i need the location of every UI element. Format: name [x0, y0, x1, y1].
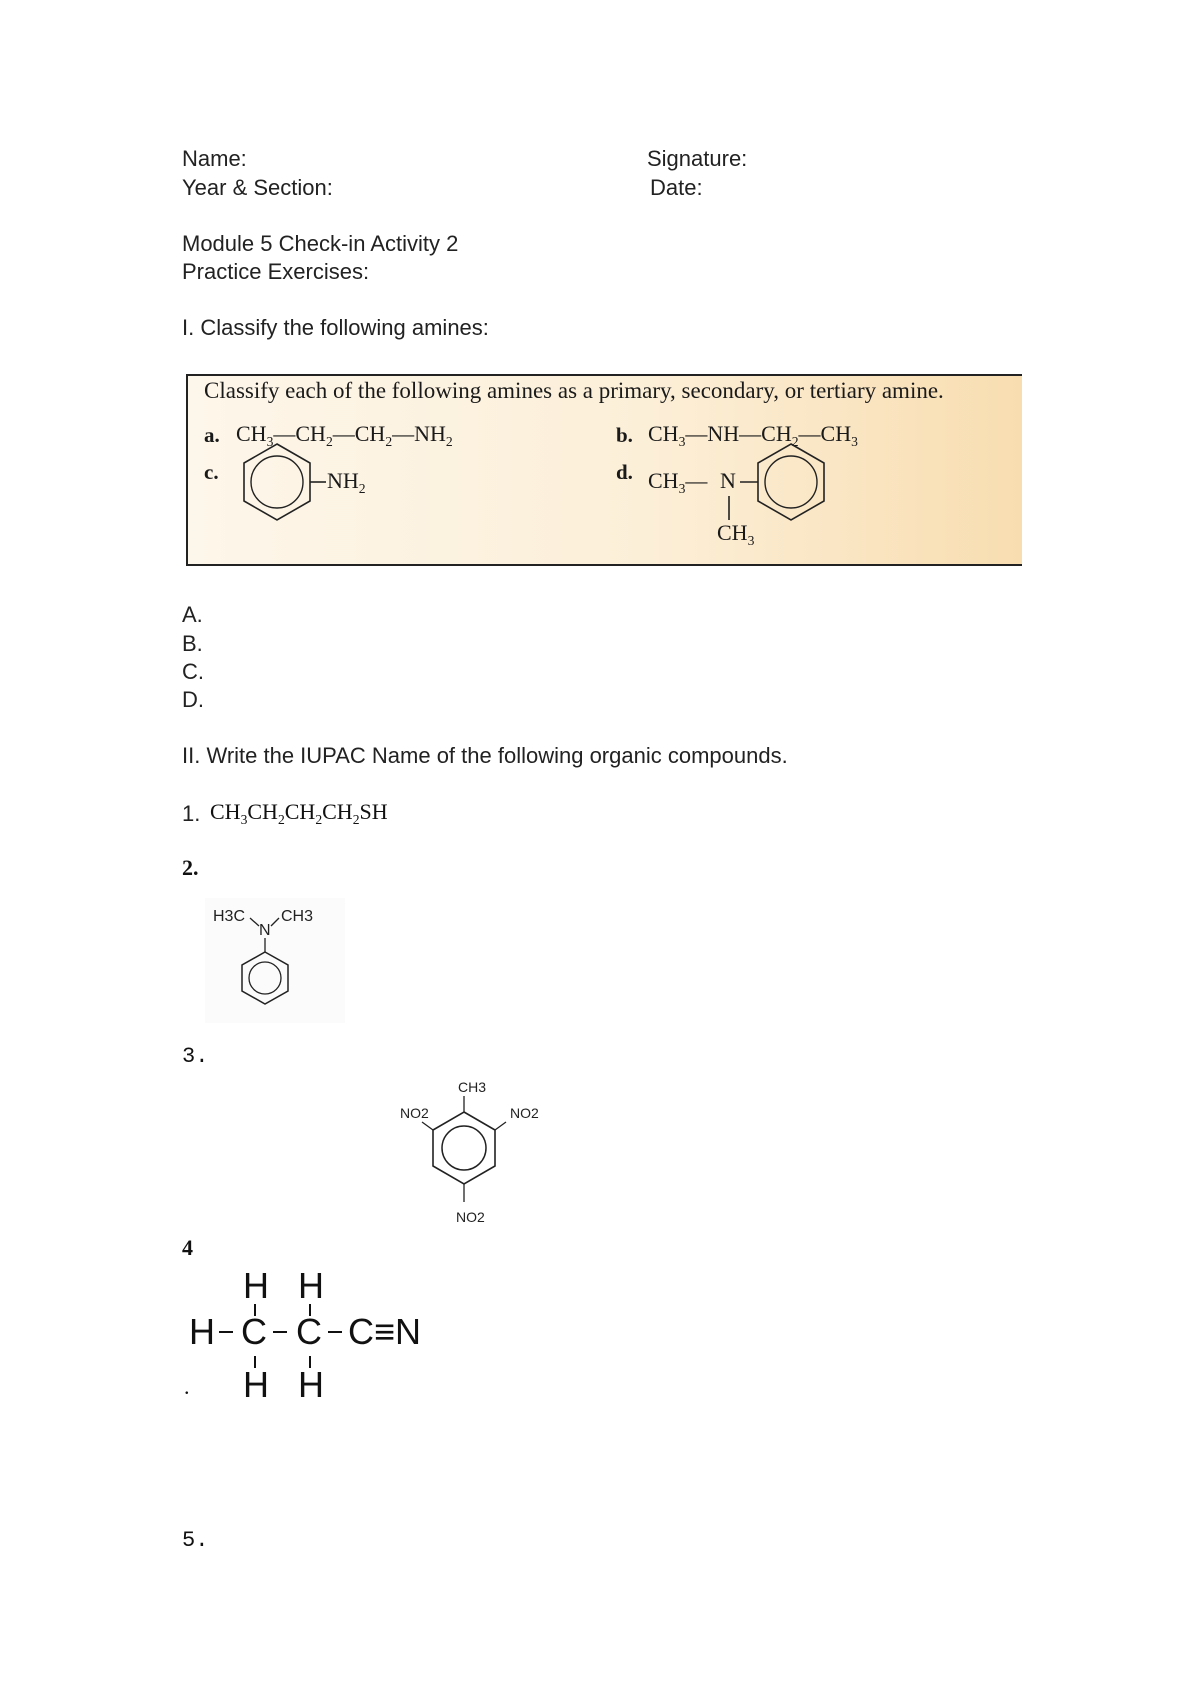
- practice-title: Practice Exercises:: [182, 259, 370, 284]
- q4-h-bottom-2: H: [298, 1364, 324, 1402]
- q4-h-top-1: H: [243, 1265, 269, 1306]
- q3-ch3-text: CH3: [458, 1079, 487, 1095]
- q3-no2-right-text: NO2: [510, 1105, 539, 1121]
- amine-d-ch3-left: $CH_3—$: [648, 468, 708, 496]
- q3-structure: [396, 1070, 546, 1230]
- q2-structure: [205, 898, 345, 1023]
- amine-a-label: a.: [204, 423, 220, 447]
- q4-c1: C: [241, 1311, 267, 1352]
- q4-h-bottom-1: H: [243, 1364, 269, 1402]
- q5-label: 5.: [182, 1528, 209, 1553]
- answer-a: A.: [182, 602, 203, 627]
- amine-b-formula: $CH_3—NH—CH_2—CH_3$: [648, 421, 858, 449]
- q4-h-top-2: H: [298, 1265, 324, 1306]
- q4-c2: C: [296, 1311, 322, 1352]
- amine-c-label: c.: [204, 460, 219, 484]
- q4-cn: C≡N: [348, 1311, 422, 1352]
- q2-label: 2.: [182, 855, 199, 880]
- date-label: Date:: [650, 175, 703, 200]
- q3-no2-bottom-text: NO2: [456, 1209, 485, 1225]
- q2-h3c-text: H3C: [213, 908, 246, 925]
- answer-b: B.: [182, 631, 203, 656]
- amine-d-nitrogen: N: [720, 468, 736, 493]
- q4-label: 4: [182, 1235, 193, 1260]
- q2-ch3-text: CH3: [281, 908, 314, 925]
- amine-figure-box: [186, 374, 1022, 566]
- name-label: Name:: [182, 146, 247, 171]
- signature-label: Signature:: [647, 146, 748, 171]
- amine-a-formula: $CH_3—CH_2—CH_2—NH_2$: [236, 421, 453, 449]
- q1-label: 1.: [182, 801, 201, 826]
- part1-instruction: I. Classify the following amines:: [182, 315, 489, 340]
- part2-instruction: II. Write the IUPAC Name of the following organic compounds.: [182, 743, 788, 768]
- amine-d-ch3-down: $CH_3$: [717, 520, 755, 548]
- q1-formula: $CH_3CH_2CH_2CH_2SH$: [210, 799, 388, 827]
- answer-c: C.: [182, 659, 204, 684]
- q4-structure: [185, 1262, 445, 1402]
- module-title: Module 5 Check-in Activity 2: [182, 231, 459, 256]
- year-section-label: Year & Section:: [182, 175, 333, 200]
- answer-d: D.: [182, 687, 204, 712]
- amine-box-title: Classify each of the following amines as a primary, secondary, or tertiary amine.: [204, 378, 944, 403]
- q3-no2-left-text: NO2: [400, 1105, 429, 1121]
- q4-dot: .: [184, 1374, 190, 1399]
- amine-b-label: b.: [616, 423, 633, 447]
- amine-d-label: d.: [616, 460, 633, 484]
- q2-n-text: N: [259, 922, 271, 939]
- q3-label: 3.: [182, 1044, 209, 1069]
- amine-c-nh2: $NH_2$: [327, 468, 366, 496]
- q4-h-left: H: [189, 1311, 215, 1352]
